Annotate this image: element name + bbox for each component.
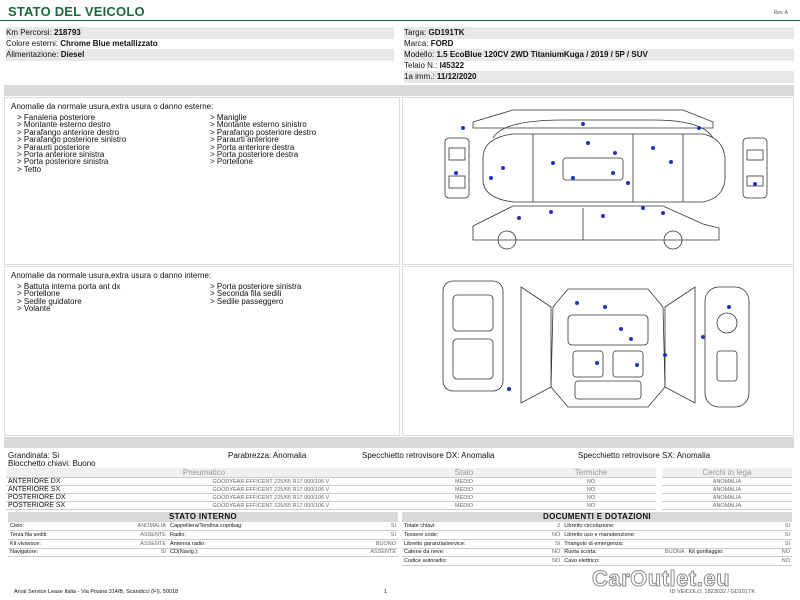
table-row: Kit vivavoce: ASSENTE Antenna radio: BUONO [10,540,396,547]
footer-company: Arval Service Lease Italia - Via Pisana 314/B, Scandicci (FI), 50018 [14,589,179,595]
modello-label: Modello: [404,50,435,59]
external-damage-list-1 [17,114,126,173]
internal-diagram-panel [402,266,794,436]
list-item: > Montante esterno sinistro [210,120,307,130]
revision-label: Rev. A [773,10,788,16]
condition-divider [4,437,794,448]
list-item: > Seconda fila sedili [210,289,282,299]
parabrezza-text: Parabrezza: Anomalia [228,451,307,460]
modello-value: 1.5 EcoBlue 120CV 2WD TitaniumKuga / 2019 / 5P / SUV [436,50,648,59]
tyres-header-row [6,468,792,478]
list-item: > Paraurti posteriore [17,142,90,152]
list-item: > Paraurti anteriore [210,135,279,145]
page-title: STATO DEL VEICOLO [8,4,145,19]
internal-damage-list-1 [17,283,120,313]
table-row: Tessere code: NO Libretto uso e manutenzione: SI [404,532,790,539]
stato-interno-title: STATO INTERNO [8,512,398,522]
telaio-value: I45322 [439,61,465,70]
list-item: > Maniglie [210,113,247,122]
list-item: > Montante esterno destro [17,120,111,130]
column-header: Stato [402,468,526,478]
targa-value: GD191TK [428,28,465,37]
stato-interno-table [8,522,398,557]
table-row: Codice autoradio: NO Cavo elettrico: NO [404,558,790,565]
car-interior-diagram [403,267,795,437]
list-item: > Parafango posteriore destro [210,127,317,137]
column-header: Pneumatico [6,468,402,478]
title-underline [0,20,800,21]
list-item: > Tetto [17,164,42,174]
imm-value: 11/12/2020 [436,72,477,81]
imm-label: 1a imm.: [404,72,435,81]
list-item: > Sedile passeggero [210,296,284,306]
external-damage-list-2 [210,114,316,166]
external-diagram-panel [402,97,794,265]
list-item: > Parafango anteriore destro [17,127,120,137]
footer-vehicle-code: ID VEICOLO: 1823032 / GD191TK [670,589,755,595]
list-item: > Porta posteriore destra [210,150,299,160]
footer-page-number: 1 [384,589,388,595]
internal-damage-title: Anomalie da normale usura,extra usura o danno interne: [11,271,212,280]
table-row: POSTERIORE DX GOODYEAR EFFICENT 225/65 R17 000/106 V MEDIO NO ANOMALIA [6,494,792,502]
documenti-section [402,512,792,566]
marca-label: Marca: [404,39,429,48]
watermark-logo: CarOutlet.eu [592,566,731,591]
alim-label: Alimentazione: [6,50,59,59]
column-header: Termiche [526,468,656,478]
documenti-title: DOCUMENTI E DOTAZIONI [402,512,792,522]
table-row: Navigatore: SI CD(Navig.): ASSENTE [10,549,396,556]
list-item: > Porta posteriore sinistra [210,282,302,291]
table-row: Libretto garanzia/service: SI Triangolo di emergenza: SI [404,540,790,547]
list-item: > Battuta interna porta ant dx [17,282,121,291]
blocchetto-text: Blocchetto chiavi: Buono [8,459,96,468]
car-exterior-diagram [403,98,795,266]
table-row: ANTERIORE DX GOODYEAR EFFICENT 225/65 R17 000/106 V MEDIO NO ANOMALIA [6,478,792,486]
documenti-table [402,522,792,566]
internal-damage-list-2 [210,283,301,305]
interior-damage-markers [507,301,731,391]
colore-label: Colore esterni: [6,39,59,48]
colore-value: Chrome Blue metallizzato [60,39,158,48]
list-item: > Parafango posteriore sinistro [17,135,127,145]
list-item: > Volante [17,304,51,314]
table-row: POSTERIORE SX GOODYEAR EFFICENT 225/65 R17 000/106 V MEDIO NO ANOMALIA [6,502,792,510]
list-item: > Fanaleria posteriore [17,113,96,122]
table-row: ANTERIORE SX GOODYEAR EFFICENT 225/65 R17 000/106 V MEDIO NO ANOMALIA [6,486,792,494]
table-row: Catene da neve: NO Ruota scorta: BUONA Kit gonfiaggio: NO [404,549,790,556]
table-row: Cielo: ANOMALIA Cappelliera/Tendina copribag: SI [10,523,396,530]
list-item: > Porta anteriore destra [210,142,295,152]
alim-value: Diesel [60,50,85,59]
km-value: 218793 [54,28,81,37]
list-item: > Portellone [210,157,253,167]
tyres-table [6,468,792,510]
targa-label: Targa: [404,28,427,37]
external-damage-panel [4,97,400,265]
internal-damage-panel [4,266,400,436]
imm-row [404,71,794,83]
alim-row [6,49,394,61]
external-damage-title: Anomalie da normale usura,extra usura o danno esterne: [11,102,214,111]
list-item: > Porta anteriore sinistra [17,150,105,160]
section-divider [4,85,794,96]
specchietto-sx-text: Specchietto retrovisore SX: Anomalia [578,451,711,460]
marca-value: FORD [430,39,454,48]
km-label: Km Percorsi: [6,28,52,37]
table-row: Terza fila sedili: ASSENTE Radio: SI [10,532,396,539]
list-item: > Sedile guidatore [17,296,82,306]
specchietto-dx-text: Specchietto retrovisore DX: Anomalia [362,451,495,460]
column-header: Cerchi in lega [662,468,792,478]
list-item: > Portellone [17,289,60,299]
table-row: Totale chiavi: 2 Libretto circolazione: SI [404,523,790,530]
telaio-label: Telaio N.: [404,61,438,70]
list-item: > Porta posteriore sinistra [17,157,109,167]
grandinata-text: Grandinata: Si [8,451,60,460]
stato-interno-section [8,512,398,557]
